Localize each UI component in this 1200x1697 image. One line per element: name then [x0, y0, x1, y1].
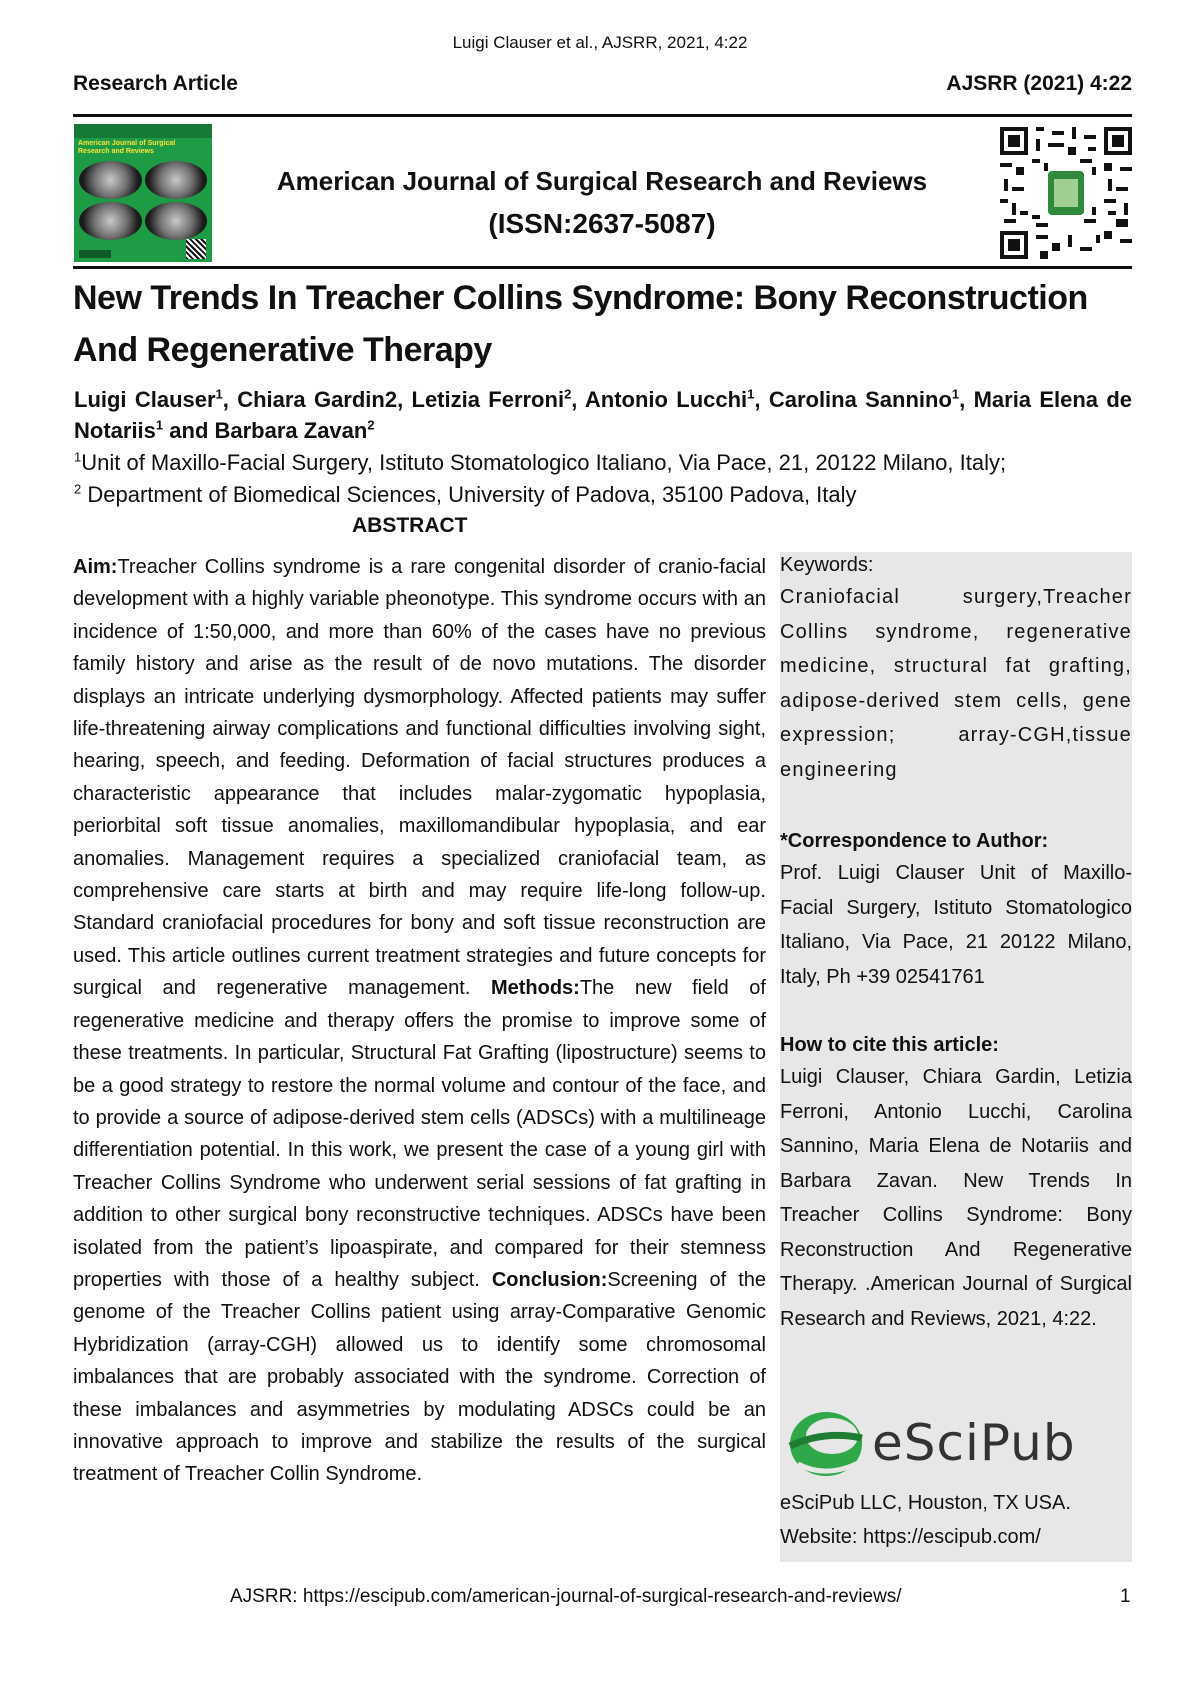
affiliation-text: Department of Biomedical Sciences, University of Padova, 35100 Padova, Italy — [81, 482, 857, 507]
qr-code-icon — [1000, 126, 1132, 260]
correspondence-heading: *Correspondence to Author: — [780, 830, 1049, 852]
citation-text: Luigi Clauser, Chiara Gardin, Letizia Ferroni, Antonio Lucchi, Carolina Sannino, Maria Elena de Notariis and Barbara Zavan. New Trends In Treacher Collins Syndrome: Bony Reconstruction And Regenerative Therapy. .American Journal of Surgical Research and Reviews, 2021, 4:22. — [780, 1066, 1132, 1330]
keywords-text: Craniofacial surgery,Treacher Collins syndrome, regenerative medicine, structural fat grafting, adipose-derived stem cells, gene expression; array-CGH,tissue engineering — [780, 586, 1132, 781]
author-name: , Maria Elena de Notariis — [74, 387, 1133, 443]
citation-heading: How to cite this article: — [780, 1034, 999, 1056]
article-title-line: New Trends In Treacher Collins Syndrome: Bony Reconstruction — [73, 279, 1088, 317]
page-number: 1 — [1120, 1586, 1131, 1607]
author-affiliation-mark: 1 — [951, 386, 960, 402]
aim-label: Aim: — [73, 556, 118, 578]
methods-label: Methods: — [490, 977, 580, 1000]
affiliation — [74, 480, 1154, 510]
escipub-logo-text: eSciPub — [872, 1414, 1076, 1472]
author-name: , Carolina Sannino — [754, 387, 952, 412]
article-type: Research Article — [73, 72, 238, 95]
author-name: and Barbara Zavan — [163, 418, 368, 443]
abstract-heading: ABSTRACT — [352, 514, 468, 537]
journal-reference: AJSRR (2021) 4:22 — [946, 72, 1132, 95]
journal-cover-image — [74, 124, 212, 262]
methods-text: The new field of regenerative medicine and therapy offers the promise to improve some of these treatments. In particular, Structural Fat Grafting (lipostructure) seems to be a good strategy to restore the normal volume and contour of the face, and to provide a source of adipose-derived stem cells (ADSCs) with a multilineage differentiation potential. In this work, we present the case of a young girl with Treacher Collins Syndrome who underwent serial sessions of fat grafting in addition to other surgical bony reconstructive techniques. ADSCs have been isolated from the patient’s lipoaspirate, and compared for their stemness properties with those of a healthy subject. — [73, 977, 766, 1291]
journal-name: American Journal of Surgical Research and Reviews — [276, 166, 928, 196]
journal-issn: (ISSN:2637-5087) — [488, 208, 716, 239]
publisher-address: eSciPub LLC, Houston, TX USA. — [780, 1492, 1071, 1514]
aim-text: Treacher Collins syndrome is a rare congenital disorder of cranio-facial development with a highly variable pheonotype. This syndrome occurs with an incidence of 1:50,000, and more than 60% of the cases have no previous family history and arise as the result of de novo mutations. The disorder displays an intricate underlying dysmorphology. Affected patients may suffer life-threatening airway complications and functional difficulties involving sight, hearing, speech, and feeding. Deformation of facial structures produces a characteristic appearance that includes malar-zygomatic hypoplasia, periorbital soft tissue anomalies, maxillomandibular hypoplasia, and ear anomalies. Management requires a specialized craniofacial team, as comprehensive care starts at birth and may require life-long follow-up. Standard craniofacial procedures for bony and soft tissue reconstruction are used. This article outlines current treatment strategies and future concepts for surgical and regenerative management. — [73, 556, 766, 1000]
article-type-row — [73, 72, 1132, 96]
conclusion-label: Conclusion: — [491, 1268, 608, 1291]
author-name: Luigi Clauser — [74, 387, 216, 412]
article-title-line: And Regenerative Therapy — [73, 331, 492, 369]
running-head: Luigi Clauser et al., AJSRR, 2021, 4:22 — [452, 33, 748, 52]
author-list — [74, 384, 1132, 446]
article-title — [73, 272, 1138, 376]
author-affiliation-mark: 2 — [564, 386, 572, 402]
publisher-website[interactable]: Website: https://escipub.com/ — [780, 1526, 1041, 1548]
author-affiliation-mark: 1 — [215, 386, 223, 402]
header-rule-bottom — [73, 266, 1132, 269]
author-affiliation-mark: 1 — [747, 386, 755, 402]
author-name: , Chiara Gardin2, Letizia Ferroni — [222, 387, 565, 412]
header-rule-top — [73, 114, 1132, 117]
keywords-label: Keywords: — [780, 554, 874, 576]
correspondence-text: Prof. Luigi Clauser Unit of Maxillo-Facial Surgery, Istituto Stomatologico Italiano, Via Pace, 21 20122 Milano, Italy, Ph +39 02541761 — [780, 862, 1132, 988]
affiliation-text: Unit of Maxillo-Facial Surgery, Istituto Stomatologico Italiano, Via Pace, 21, 20122 Milano, Italy; — [81, 450, 1007, 475]
author-name: , Antonio Lucchi — [571, 387, 748, 412]
conclusion-text: Screening of the genome of the Treacher Collins patient using array-Comparative Genomic Hybridization (array-CGH) allowed us to identify some chromosomal imbalances that are probably associated with the syndrome. Correction of these imbalances and asymmetries by modulating ADSCs could be an innovative approach to improve and stabilize the results of the surgical treatment of Treacher Collin Syndrome. — [73, 1268, 767, 1486]
affiliation-mark: 1 — [74, 449, 82, 465]
abstract-body — [73, 551, 766, 1491]
cover-title: American Journal of Surgical Research and Reviews — [78, 140, 176, 155]
affiliation — [74, 448, 1154, 478]
footer-journal-url[interactable]: AJSRR: https://escipub.com/american-journal-of-surgical-research-and-reviews/ — [230, 1586, 902, 1607]
author-affiliation-mark: 2 — [367, 417, 375, 433]
author-affiliation-mark: 1 — [155, 417, 164, 433]
affiliation-mark: 2 — [74, 481, 82, 497]
